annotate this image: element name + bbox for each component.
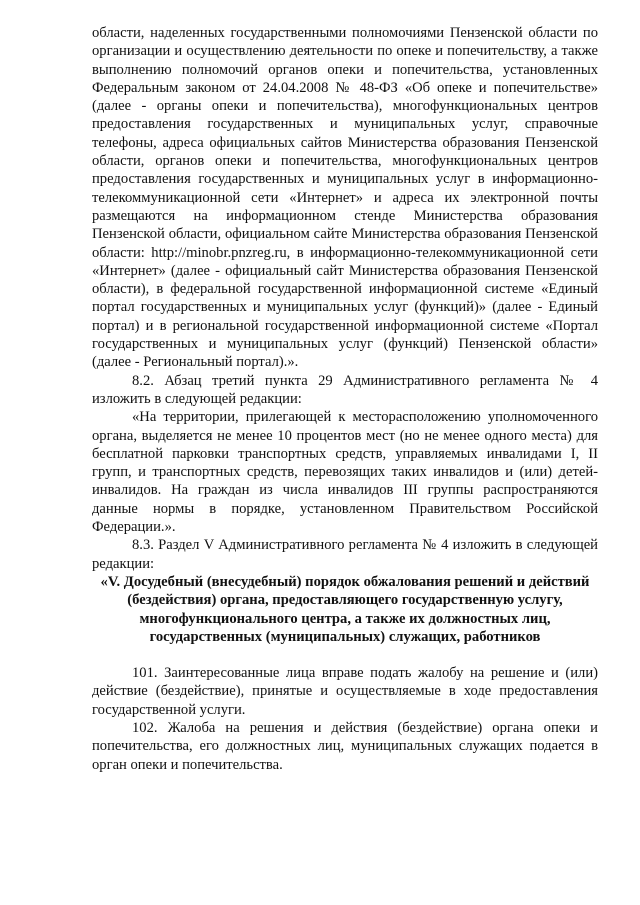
section-heading: «V. Досудебный (внесудебный) порядок обжалования решений и действий (бездействия) органа, предоставляющего государственную услугу, многофункционального центра, а также их должностных лиц, государственных (муниципальных) служащих, работников: [100, 573, 590, 645]
paragraph-item-101: 101. Заинтересованные лица вправе подать жалобу на решение и (или) действие (бездействие), принятые и осуществляемые в ходе предоставления государственной услуги.: [92, 665, 598, 718]
paragraph-item-102: 102. Жалоба на решения и действия (бездействие) органа опеки и попечительства, его должностных лиц, муниципальных служащих подается в орган опеки и попечительства.: [92, 719, 598, 773]
paragraph-8-3: 8.3. Раздел V Административного регламента № 4 изложить в следующей редакции:: [92, 537, 598, 572]
paragraph-8-2: 8.2. Абзац третий пункта 29 Административного регламента № 4 изложить в следующей редакции:: [92, 372, 598, 407]
paragraph-continuation: области, наделенных государственными полномочиями Пензенской области по организации и осуществлению деятельности по опеке и попечительству, а также выполнению полномочий органов опеки и попечительства, установленных Федеральным законом от 24.04.2008 № 48-ФЗ «Об опеке и попечительстве» (далее - органы опеки и попечительства), многофункциональных центров предоставления государственных и муниципальных услуг, справочные телефоны, адреса официальных сайтов Министерства образования Пензенской области, органов опеки и попечительства, многофункциональных центров предоставления государственных и муниципальных услуг в информационно-телекоммуникационной сети «Интернет» и адреса их электронной почты размещаются на информационном стенде Министерства образования Пензенской области, официальном сайте Министерства образования Пензенской области: http://minobr.pnzreg.ru, в информационно-телекоммуникационной сети «Интернет» (далее - официальный сайт Министерства образования Пензенской области), в федеральной государственной информационной системе «Единый портал государственных и муниципальных услуг (функций)» (далее - Единый портал) и в региональной государственной информационной системе «Портал государственных и муниципальных услуг (функций) Пензенской области» (далее - Региональный портал).».: [92, 25, 598, 371]
spacer: [92, 646, 598, 664]
paragraph-quoted-amendment: «На территории, прилегающей к месторасположению уполномоченного органа, выделяется не менее 10 процентов мест (но не менее одного места) для бесплатной парковки транспортных средств, управляемых инвалидами I, II групп, и транспортных средств, перевозящих таких инвалидов и (или) детей-инвалидов. На граждан из числа инвалидов III группы распространяются данные нормы в порядке, установленном Правительством Российской Федерации.».: [92, 409, 598, 536]
document-page: [92, 24, 598, 774]
